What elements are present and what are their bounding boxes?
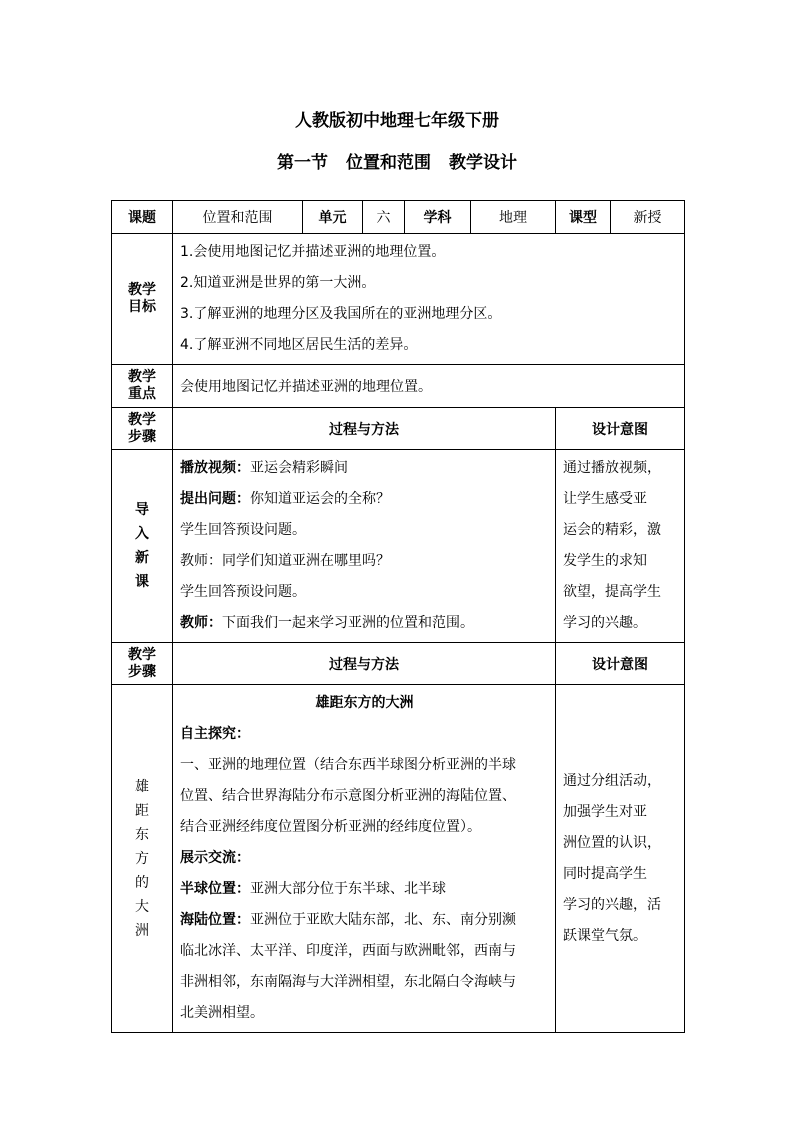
unit-value: 六 xyxy=(363,201,405,234)
sea-land-text: 亚洲位于亚欧大陆东部，北、东、南分别濒 xyxy=(250,912,516,928)
key-points-label-line2: 重点 xyxy=(128,386,156,402)
intro-label-char: 导 xyxy=(135,502,149,518)
steps-label-line2: 步骤 xyxy=(128,663,156,680)
intro-line-text: 下面我们一起来学习亚洲的位置和范围。 xyxy=(222,615,474,631)
topic-label: 课题 xyxy=(112,201,173,234)
section-label-char: 大 xyxy=(135,898,149,915)
intro-line xyxy=(180,453,549,484)
exchange-label: 展示交流： xyxy=(180,850,250,866)
intro-intent-line: 发学生的求知 xyxy=(563,553,647,569)
intro-row xyxy=(112,450,685,643)
section-intent-line: 跃课堂气氛。 xyxy=(563,927,647,944)
subject-value: 地理 xyxy=(471,201,556,234)
type-value: 新授 xyxy=(611,201,685,234)
objectives-row xyxy=(112,234,685,365)
steps-label xyxy=(112,408,173,450)
info-row xyxy=(112,201,685,234)
section-intent-line: 学习的兴趣，活 xyxy=(563,896,661,913)
intro-line-bold: 提出问题： xyxy=(180,491,250,507)
section-intent-line: 洲位置的认识， xyxy=(563,834,661,851)
section-label-char: 东 xyxy=(135,826,149,843)
section-row xyxy=(112,685,685,1033)
section-intent xyxy=(556,685,685,1033)
section-intent-line: 同时提高学生 xyxy=(563,865,647,882)
intro-process xyxy=(173,450,556,643)
intro-line-text: 学生回答预设问题。 xyxy=(180,584,306,600)
intro-line xyxy=(180,608,549,639)
objectives-label-line2: 目标 xyxy=(128,299,156,315)
intro-intent-line: 运会的精彩，激 xyxy=(563,522,661,538)
intro-label-char: 入 xyxy=(135,526,149,542)
objective-item: 2.知道亚洲是世界的第一大洲。 xyxy=(180,275,376,291)
objectives-list xyxy=(173,234,685,365)
key-points-content: 会使用地图记忆并描述亚洲的地理位置。 xyxy=(173,365,685,408)
section-label-char: 的 xyxy=(135,874,149,891)
steps-header-row xyxy=(112,408,685,450)
lesson-plan-table xyxy=(111,200,685,1033)
intro-line xyxy=(180,484,549,515)
section-para-line: 位置、结合世界海陆分布示意图分析亚洲的海陆位置、 xyxy=(180,788,516,804)
hemisphere-text: 亚洲大部分位于东半球、北半球 xyxy=(250,881,446,897)
topic-value: 位置和范围 xyxy=(173,201,303,234)
document-title: 人教版初中地理七年级下册 xyxy=(295,111,499,131)
subtitle-design: 教学设计 xyxy=(449,153,517,173)
intro-line-bold: 播放视频： xyxy=(180,460,250,476)
objectives-label-line1: 教学 xyxy=(128,282,156,298)
section-para-line: 结合亚洲经纬度位置图分析亚洲的经纬度位置）。 xyxy=(180,819,481,835)
self-study-label: 自主探究： xyxy=(180,726,250,742)
section-label-char: 雄 xyxy=(135,778,149,795)
intro-line-bold: 教师： xyxy=(180,615,222,631)
design-intent-header: 设计意图 xyxy=(556,408,685,450)
intro-line-text: 教师：同学们知道亚洲在哪里吗？ xyxy=(180,553,390,569)
intro-line xyxy=(180,546,549,577)
section-label xyxy=(112,685,173,1033)
steps-label-line1: 教学 xyxy=(128,411,156,428)
steps-label-2 xyxy=(112,643,173,685)
section-intent-line: 加强学生对亚 xyxy=(563,803,647,820)
objective-item: 1.会使用地图记忆并描述亚洲的地理位置。 xyxy=(180,244,446,260)
section-label-char: 距 xyxy=(135,802,149,819)
steps-label-line2: 步骤 xyxy=(128,428,156,445)
document-subtitle xyxy=(0,148,794,173)
intro-intent-line: 通过播放视频， xyxy=(563,460,661,476)
process-method-header: 过程与方法 xyxy=(173,408,556,450)
type-label: 课型 xyxy=(556,201,611,234)
intro-label-char: 课 xyxy=(135,574,149,590)
intro-intent-line: 欲望，提高学生 xyxy=(563,584,661,600)
process-method-header-2: 过程与方法 xyxy=(173,643,556,685)
section-label-char: 洲 xyxy=(135,922,149,939)
intro-line-text: 亚运会精彩瞬间 xyxy=(250,460,348,476)
intro-intent-line: 学习的兴趣。 xyxy=(563,615,647,631)
objective-item: 3.了解亚洲的地理分区及我国所在的亚洲地理分区。 xyxy=(180,306,502,322)
intro-intent xyxy=(556,450,685,643)
sea-land-line: 北美洲相望。 xyxy=(180,1005,264,1021)
objective-item: 4.了解亚洲不同地区居民生活的差异。 xyxy=(180,337,418,353)
sea-land-line: 临北冰洋、太平洋、印度洋，西面与欧洲毗邻，西南与 xyxy=(180,943,516,959)
key-points-row xyxy=(112,365,685,408)
sea-land-label: 海陆位置： xyxy=(180,912,250,928)
key-points-label-line1: 教学 xyxy=(128,369,156,385)
intro-label-char: 新 xyxy=(135,550,149,566)
subtitle-section: 第一节 xyxy=(277,153,328,173)
design-intent-header-2: 设计意图 xyxy=(556,643,685,685)
steps-label-line1: 教学 xyxy=(128,646,156,663)
subtitle-topic: 位置和范围 xyxy=(346,153,431,173)
steps-header-row-2 xyxy=(112,643,685,685)
key-points-label xyxy=(112,365,173,408)
unit-label: 单元 xyxy=(303,201,363,234)
subject-label: 学科 xyxy=(405,201,471,234)
section-process xyxy=(173,685,556,1033)
intro-line-text: 你知道亚运会的全称？ xyxy=(250,491,390,507)
section-label-char: 方 xyxy=(135,850,149,867)
intro-intent-line: 让学生感受亚 xyxy=(563,491,647,507)
hemisphere-label: 半球位置： xyxy=(180,881,250,897)
objectives-label xyxy=(112,234,173,365)
intro-line-text: 学生回答预设问题。 xyxy=(180,522,306,538)
intro-line xyxy=(180,515,549,546)
section-intent-line: 通过分组活动， xyxy=(563,772,661,789)
intro-label xyxy=(112,450,173,643)
sea-land-line: 非洲相邻，东南隔海与大洋洲相望，东北隔白令海峡与 xyxy=(180,974,516,990)
section-heading: 雄距东方的大洲 xyxy=(315,695,414,711)
intro-line xyxy=(180,577,549,608)
section-para-line: 一、亚洲的地理位置（结合东西半球图分析亚洲的半球 xyxy=(180,757,516,773)
